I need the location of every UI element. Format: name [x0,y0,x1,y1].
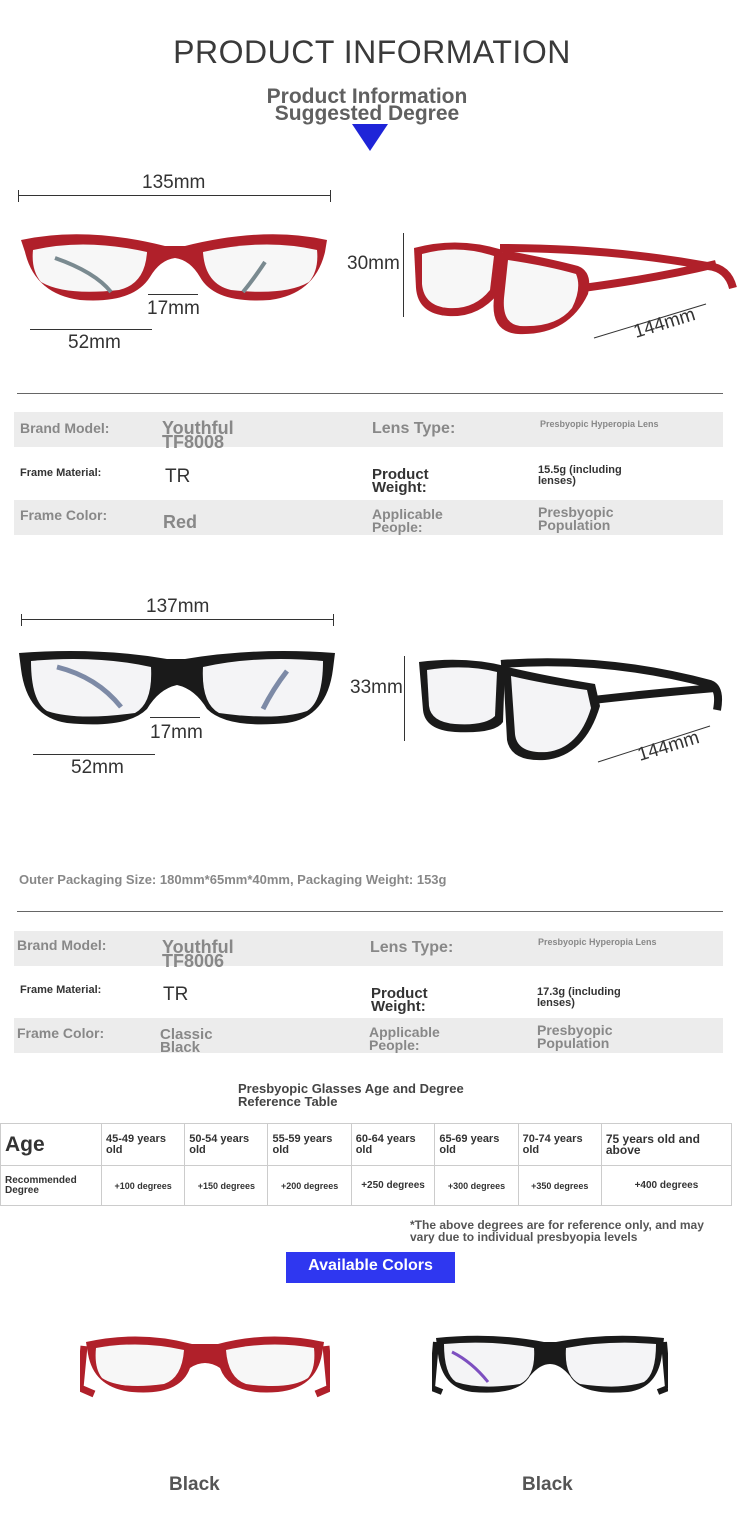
black-glasses-color-image [432,1332,668,1398]
degree-cell: +150 degrees [185,1166,268,1206]
divider [17,393,723,394]
degree-cell: +200 degrees [268,1166,351,1206]
lens-type-value: Presbyopic Hyperopia Lens [538,937,657,947]
frame-material-label: Frame Material: [20,984,102,996]
brand-model-label: Brand Model: [20,420,110,436]
age-cell: 70-74 years old [518,1124,601,1166]
frame-material-value: TR [163,984,189,1005]
dim-height: 33mm [350,677,403,698]
age-cell: 60-64 years old [351,1124,435,1166]
lens-type-label: Lens Type: [370,939,454,956]
degree-cell: +100 degrees [102,1166,185,1206]
dim-bridge: 17mm [150,722,203,743]
applicable-people-value: Presbyopic Population [537,1022,613,1051]
frame-color-label: Frame Color: [17,1025,105,1041]
age-header: Age [1,1124,102,1166]
available-colors-label: Available Colors [308,1257,433,1274]
degree-header: Recommended Degree [1,1166,102,1206]
age-cell: 50-54 years old [185,1124,268,1166]
age-degree-table [0,1123,732,1206]
table-row [1,1166,732,1206]
age-table-note: *The above degrees are for reference only, and may vary due to individual presbyopia levels [410,1218,704,1244]
degree-cell: +250 degrees [351,1166,435,1206]
dim-lens: 52mm [68,332,121,353]
applicable-people-label: Applicable People: [369,1024,440,1053]
color-caption: Black [169,1474,220,1495]
width-dimension-line [21,619,333,620]
dim-width: 137mm [146,596,210,617]
brand-model-label: Brand Model: [17,937,107,953]
frame-color-label: Frame Color: [20,507,108,523]
degree-cell: +400 degrees [601,1166,731,1206]
dim-bridge: 17mm [147,298,200,319]
spec-row-bg [14,412,723,452]
down-arrow-icon [352,124,388,151]
age-cell: 55-59 years old [268,1124,351,1166]
product-weight-label: Product Weight: [371,985,428,1015]
color-caption: Black [522,1474,573,1495]
subtitle-line1: Product Information [266,85,468,108]
applicable-people-label: Applicable People: [372,506,443,535]
frame-material-label: Frame Material: [20,467,102,479]
lens-type-label: Lens Type: [372,420,456,437]
product-weight-label: Product Weight: [372,466,429,496]
frame-material-value: TR [165,466,191,487]
packaging-info: Outer Packaging Size: 180mm*65mm*40mm, Packaging Weight: 153g [19,872,447,887]
degree-cell: +350 degrees [518,1166,601,1206]
applicable-people-value: Presbyopic Population [538,504,614,533]
degree-cell: +300 degrees [435,1166,518,1206]
product-weight-value: 17.3g (including lenses) [537,986,621,1009]
table-row [1,1124,732,1166]
frame-color-value: Classic Black [160,1026,213,1056]
lens-type-value: Presbyopic Hyperopia Lens [540,419,659,429]
frame-color-value: Red [163,512,198,532]
age-table-title: Presbyopic Glasses Age and Degree Reference Table [238,1081,464,1109]
dim-lens: 52mm [71,757,124,778]
dim-width: 135mm [142,172,206,193]
age-cell: 65-69 years old [435,1124,518,1166]
age-cell: 45-49 years old [102,1124,185,1166]
dim-temple: 144mm [631,304,698,343]
divider [17,911,723,912]
dim-temple: 144mm [635,727,702,766]
red-glasses-color-image [80,1328,330,1400]
age-cell: 75 years old and above [601,1124,731,1166]
dim-height: 30mm [347,253,400,274]
product-weight-value: 15.5g (including lenses) [538,464,622,487]
width-dimension-line [18,195,331,196]
subtitle-line2: Suggested Degree [274,102,460,125]
brand-model-value: Youthful TF8006 [162,937,234,971]
available-colors-banner [286,1252,455,1283]
page-title: PRODUCT INFORMATION [173,34,571,70]
brand-model-value: Youthful TF8008 [162,418,234,452]
